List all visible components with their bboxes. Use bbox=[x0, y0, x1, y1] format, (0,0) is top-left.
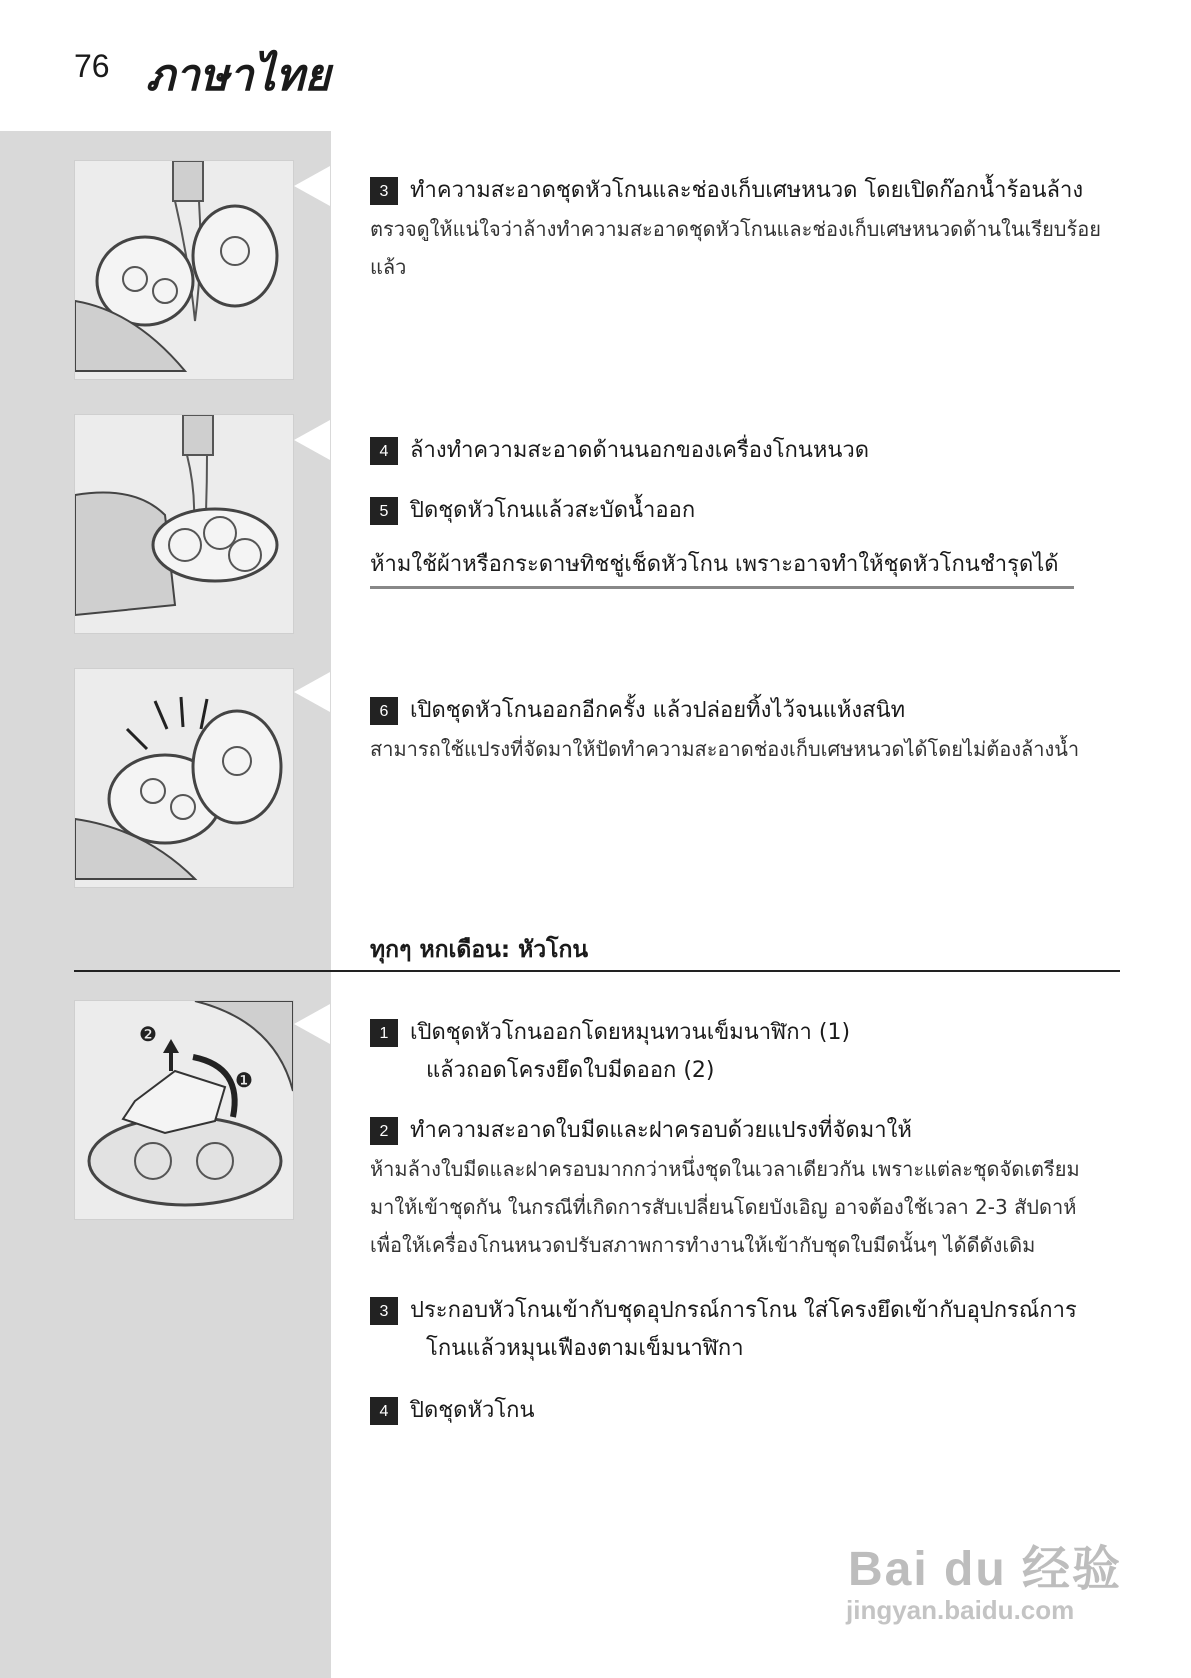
watermark-logo: Bai du 经验 bbox=[848, 1543, 1123, 1596]
step-text-cont: แล้วถอดโครงยึดใบมีดออก (2) bbox=[426, 1058, 715, 1083]
section-step-1 bbox=[370, 1014, 1121, 1090]
step-note-line-3: เพื่อให้เครื่องโกนหนวดปรับสภาพการทำงานให้เข้ากับชุดใบมีดนั้นๆ ได้ดีดังเดิม bbox=[370, 1233, 1036, 1257]
illustration-pointer bbox=[294, 1004, 330, 1044]
section-step-3 bbox=[370, 1292, 1121, 1368]
step-text: เปิดชุดหัวโกนออกอีกครั้ง แล้วปล่อยทิ้งไว้จนแห้งสนิท bbox=[410, 698, 906, 723]
illustration-pointer bbox=[294, 672, 330, 712]
step-5-shake-dry bbox=[370, 492, 1121, 530]
step-text-cont: โกนแล้วหมุนเฟืองตามเข็มนาฬิกา bbox=[426, 1336, 744, 1361]
step-text: ประกอบหัวโกนเข้ากับชุดอุปกรณ์การโกน ใส่โครงยึดเข้ากับอุปกรณ์การ bbox=[410, 1298, 1077, 1323]
step-number-badge: 5 bbox=[370, 497, 398, 525]
step-text: ล้างทำความสะอาดด้านนอกของเครื่องโกนหนวด bbox=[410, 438, 870, 463]
step-number-badge: 4 bbox=[370, 437, 398, 465]
step-text: เปิดชุดหัวโกนออกโดยหมุนทวนเข็มนาฬิกา (1) bbox=[410, 1020, 851, 1045]
illustration-rinse-heads bbox=[74, 160, 294, 380]
illustration-pointer bbox=[294, 166, 330, 206]
step-note-line-1: ห้ามล้างใบมีดและฝาครอบมากกว่าหนึ่งชุดในเวลาเดียวกัน เพราะแต่ละชุดจัดเตรียม bbox=[370, 1157, 1080, 1181]
page-number: 76 bbox=[74, 48, 110, 84]
section-heading: ทุกๆ หกเดือน: หัวโกน bbox=[370, 937, 589, 963]
step-number-badge: 2 bbox=[370, 1117, 398, 1145]
section-step-4 bbox=[370, 1392, 1121, 1430]
page-title: ภาษาไทย bbox=[146, 50, 331, 101]
step-6-dry bbox=[370, 692, 1121, 768]
step-note: ตรวจดูให้แน่ใจว่าล้างทำความสะอาดชุดหัวโกนและช่องเก็บเศษหนวดด้านในเรียบร้อยแล้ว bbox=[370, 217, 1101, 279]
illustration-remove-frame bbox=[74, 1000, 294, 1220]
illustration-dry-heads bbox=[74, 668, 294, 888]
callout-1: ❶ bbox=[235, 1068, 253, 1092]
step-text: ทำความสะอาดชุดหัวโกนและช่องเก็บเศษหนวด โดยเปิดก๊อกน้ำร้อนล้าง bbox=[410, 178, 1084, 203]
illustration-pointer bbox=[294, 420, 330, 460]
illustration-rinse-outside bbox=[74, 414, 294, 634]
step-number-badge: 1 bbox=[370, 1019, 398, 1047]
step-number-badge: 6 bbox=[370, 697, 398, 725]
step-3-clean bbox=[370, 172, 1121, 286]
step-4-rinse-outside bbox=[370, 432, 1121, 470]
section-divider bbox=[74, 970, 1120, 972]
step-text: ปิดชุดหัวโกน bbox=[410, 1398, 535, 1423]
step-text: ทำความสะอาดใบมีดและฝาครอบด้วยแปรงที่จัดมาให้ bbox=[410, 1118, 912, 1143]
section-step-2 bbox=[370, 1112, 1121, 1264]
step-text: ปิดชุดหัวโกนแล้วสะบัดน้ำออก bbox=[410, 498, 696, 523]
step-number-badge: 4 bbox=[370, 1397, 398, 1425]
watermark-url: jingyan.baidu.com bbox=[846, 1595, 1075, 1625]
step-note-line-2: มาให้เข้าชุดกัน ในกรณีที่เกิดการสับเปลี่ยนโดยบังเอิญ อาจต้องใช้เวลา 2-3 สัปดาห์ bbox=[370, 1195, 1077, 1219]
step-number-badge: 3 bbox=[370, 1297, 398, 1325]
step-note: สามารถใช้แปรงที่จัดมาให้ปัดทำความสะอาดช่องเก็บเศษหนวดได้โดยไม่ต้องล้างน้ำ bbox=[370, 737, 1080, 761]
warning-note: ห้ามใช้ผ้าหรือกระดาษทิชชู่เช็ดหัวโกน เพราะอาจทำให้ชุดหัวโกนชำรุดได้ bbox=[370, 546, 1074, 589]
step-number-badge: 3 bbox=[370, 177, 398, 205]
callout-2: ❷ bbox=[139, 1022, 157, 1046]
